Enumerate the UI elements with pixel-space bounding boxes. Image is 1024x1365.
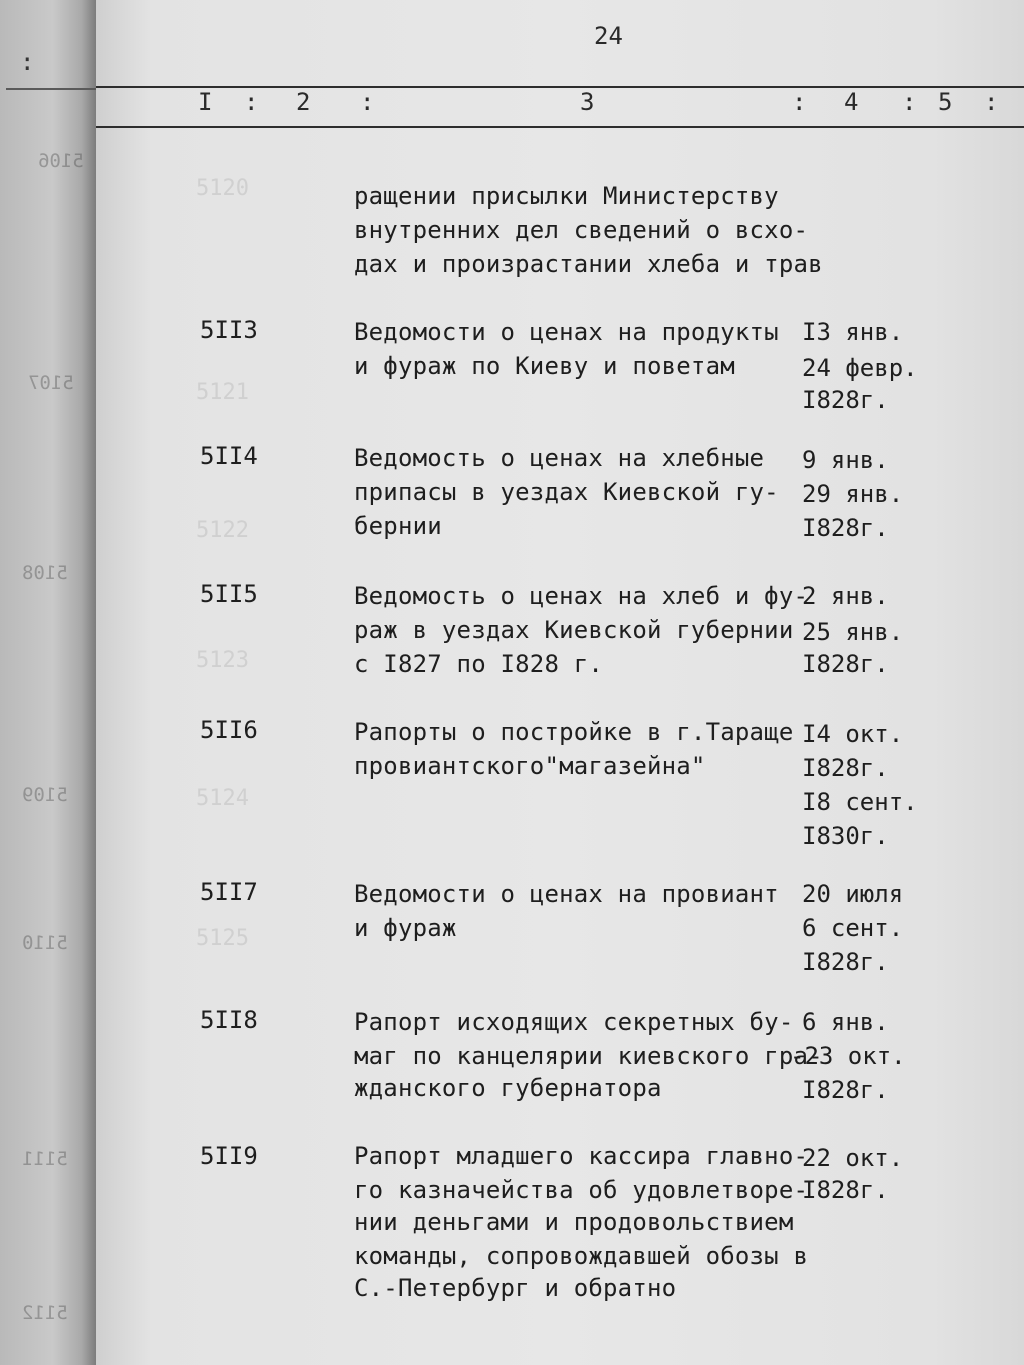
entry-number: 5II7	[200, 878, 258, 906]
entry-description-line: Рапорты о постройке в г.Тараще	[354, 718, 794, 746]
left-ghost-number: 5110	[22, 932, 68, 954]
entry-description-line: провиантского"магазейна"	[354, 752, 706, 780]
left-page-colon: :	[20, 48, 35, 76]
column-header-2: 2	[296, 88, 313, 116]
entry-description-line: Рапорт младшего кассира главно-	[354, 1142, 809, 1170]
entry-date-line: 9 янв.	[802, 446, 889, 474]
show-through-text: 5123	[196, 648, 249, 673]
entry-date-line: 25 янв.	[802, 618, 904, 646]
entry-number: 5II8	[200, 1006, 258, 1034]
entry-date-line: I830г.	[802, 822, 889, 850]
column-header-3: 3	[580, 88, 597, 116]
left-page-rule	[6, 88, 96, 90]
page-number: 24	[594, 22, 623, 50]
entry-date-line: I3 янв.	[802, 318, 904, 346]
column-header-4: 4	[844, 88, 861, 116]
left-ghost-number: 5108	[22, 562, 68, 584]
entry-description-line: Рапорт исходящих секретных бу-	[354, 1008, 794, 1036]
continuation-line: ращении присылки Министерству	[354, 182, 779, 210]
column-separator: :	[244, 88, 261, 116]
entry-description-line: припасы в уездах Киевской гу-	[354, 478, 779, 506]
column-header-1: I	[198, 88, 215, 116]
entry-description-line: маг по канцелярии киевского гра-	[354, 1042, 823, 1070]
continuation-line: внутренних дел сведений о всхо-	[354, 216, 809, 244]
column-separator: :	[792, 88, 809, 116]
entry-date-line: I828г.	[802, 948, 889, 976]
entry-description-line: Ведомость о ценах на хлебные	[354, 444, 765, 472]
entry-date-line: I8 сент.	[802, 788, 918, 816]
entry-date-line: 6 янв.	[802, 1008, 889, 1036]
entry-number: 5II6	[200, 716, 258, 744]
entry-description-line: с I827 по I828 г.	[354, 650, 604, 678]
entry-description-line: и фураж по Киеву и поветам	[354, 352, 735, 380]
document-page	[96, 0, 1024, 1365]
left-ghost-number: 5107	[28, 372, 74, 394]
entry-description-line: нии деньгами и продовольствием	[354, 1208, 794, 1236]
entry-date-line: I828г.	[802, 514, 889, 542]
entry-date-line: I4 окт.	[802, 720, 904, 748]
entry-description-line: раж в уездах Киевской губернии	[354, 616, 794, 644]
entry-description-line: Ведомость о ценах на хлеб и фу-	[354, 582, 809, 610]
entry-date-line: 2 янв.	[802, 582, 889, 610]
left-ghost-number: 5111	[22, 1148, 68, 1170]
entry-number: 5II5	[200, 580, 258, 608]
entry-number: 5II3	[200, 316, 258, 344]
entry-number: 5II4	[200, 442, 258, 470]
entry-date-line: -23 окт.	[790, 1042, 906, 1070]
entry-date-line: 29 янв.	[802, 480, 904, 508]
entry-number: 5II9	[200, 1142, 258, 1170]
column-separator: :	[902, 88, 919, 116]
entry-description-line: бернии	[354, 512, 442, 540]
column-separator: :	[984, 88, 1001, 116]
header-bottom-rule	[96, 126, 1024, 128]
entry-description-line: Ведомости о ценах на продукты	[354, 318, 779, 346]
entry-description-line: и фураж	[354, 914, 457, 942]
show-through-text: 5124	[196, 786, 249, 811]
entry-date-line: I828г.	[802, 386, 889, 414]
left-page-edge	[0, 0, 96, 1365]
entry-date-line: 20 июля	[802, 880, 904, 908]
entry-description-line: жданского губернатора	[354, 1074, 662, 1102]
header-top-rule	[96, 86, 1024, 88]
continuation-line: дах и произрастании хлеба и трав	[354, 250, 823, 278]
entry-date-line: I828г.	[802, 1176, 889, 1204]
entry-description-line: Ведомости о ценах на провиант	[354, 880, 779, 908]
left-ghost-number: 5112	[22, 1302, 68, 1324]
column-separator: :	[360, 88, 377, 116]
show-through-text: 5125	[196, 926, 249, 951]
column-header-5: 5	[938, 88, 955, 116]
entry-date-line: 6 сент.	[802, 914, 904, 942]
show-through-text: 5121	[196, 380, 249, 405]
entry-date-line: 22 окт.	[802, 1144, 904, 1172]
entry-date-line: I828г.	[802, 754, 889, 782]
entry-date-line: I828г.	[802, 1076, 889, 1104]
left-ghost-number: 5106	[38, 150, 84, 172]
left-ghost-number: 5109	[22, 784, 68, 806]
entry-description-line: го казначейства об удовлетворе-	[354, 1176, 809, 1204]
entry-description-line: С.-Петербург и обратно	[354, 1274, 677, 1302]
show-through-text: 5122	[196, 518, 249, 543]
entry-description-line: команды, сопровождавшей обозы в	[354, 1242, 809, 1270]
entry-date-line: 24 февр.	[802, 354, 918, 382]
entry-date-line: I828г.	[802, 650, 889, 678]
show-through-text: 5120	[196, 176, 249, 201]
